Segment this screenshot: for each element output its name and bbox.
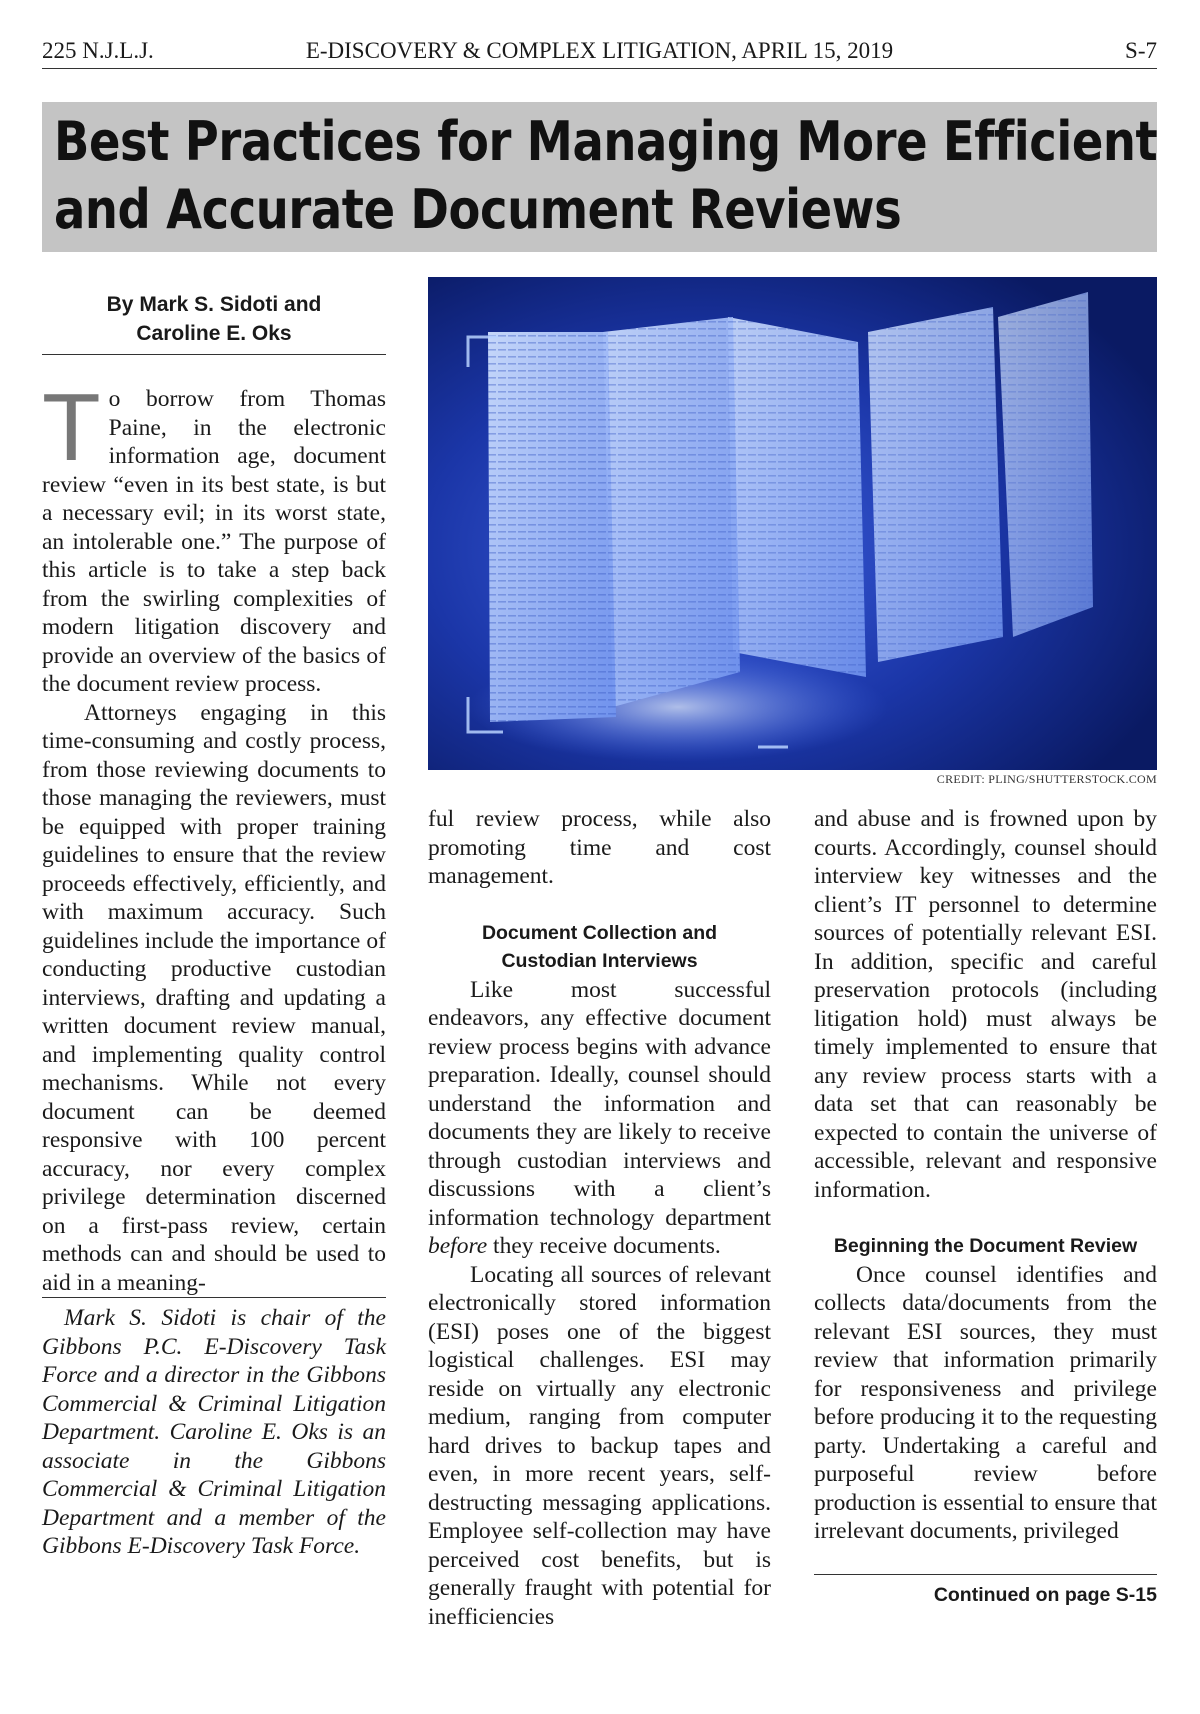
- title-line-2: and Accurate Document Reviews: [54, 178, 902, 241]
- intro-paragraph: [42, 374, 386, 699]
- endeavors-emphasis: before: [428, 1233, 488, 1259]
- article-photo: [428, 277, 1157, 770]
- subhead-line-2: Custodian Interviews: [501, 950, 698, 972]
- intro-text: o borrow from Thomas Paine, in the electronic information age, document review “even in its best state, is but a necessary evil; in its worst state, an intolerable one.” The purpose of this article is to take a step back from the swirling complexities of modern litigation discovery and provide an overview of the basics of the document review process.: [42, 386, 386, 697]
- endeavors-text-a: Like most successful endeavors, any effective document review process begins with advance preparation. Ideally, counsel should understand the information and documents they are likely to receive through custodian interviews and discussions with a client’s information technology department: [428, 976, 771, 1231]
- floating-documents-illustration: [428, 277, 1157, 770]
- byline-line-2: Caroline E. Oks: [136, 322, 292, 345]
- journal-volume: 225 N.J.L.J.: [42, 38, 154, 63]
- title-banner: [42, 102, 1157, 252]
- paragraph-attorneys: Attorneys engaging in this time-consuming and costly process, from those reviewing documents to those managing the reviewers, must be equipped with proper training guidelines to ensure that the review proceeds effectively, efficiently, and with maximum accuracy. Such guidelines include the importance of conducting productive custodian interviews, drafting and updating a written document review manual, and implementing quality control mechanisms. While not every document can be deemed responsive with 100 percent accuracy, nor every complex privilege determination discerned on a first-pass review, certain methods can and should be used to aid in a meaning-: [42, 699, 386, 1296]
- photo-credit: CREDIT: PLING/SHUTTERSTOCK.COM: [936, 772, 1157, 786]
- paragraph-once-counsel: Once counsel identifies and collects data/documents from the relevant ESI sources, they must review that information primarily for responsiveness and privilege before producing it to the requesting party. Undertaking a careful and purposeful review before production is essential to ensure that irrelevant documents, privileged: [814, 1261, 1157, 1544]
- paragraph-continuation: ful review process, while also promoting time and cost management.: [428, 806, 771, 889]
- article-title: [54, 108, 1157, 244]
- drop-cap: T: [42, 374, 101, 481]
- paragraph-abuse: and abuse and is frowned upon by courts. Accordingly, counsel should interview key witnesses and the client’s IT personnel to determine sources of potentially relevant ESI. In addition, specific and careful preservation protocols (including litigation hold) must always be timely implemented to ensure that any review process starts with a data set that can reasonably be expected to contain the universe of accessible, relevant and responsive information.: [814, 806, 1157, 1203]
- page-header: [42, 38, 1157, 69]
- author-bio: Mark S. Sidoti is chair of the Gibbons P.C. E-Discovery Task Force and a director in the Gibbons Commercial & Criminal Litigation Department. Caroline E. Oks is an associate in the Gibbons Commercial & Criminal Litigation Department and a member of the Gibbons E-Discovery Task Force.: [42, 1297, 386, 1561]
- endeavors-text-b: they receive documents.: [487, 1233, 721, 1259]
- column-3: [814, 805, 1157, 1609]
- byline-line-1: By Mark S. Sidoti and: [106, 293, 322, 316]
- column-1: [42, 290, 386, 1561]
- paragraph-locating-esi: Locating all sources of relevant electronically stored information (ESI) poses one of the biggest logistical challenges. ESI may reside on virtually any electronic medium, ranging from computer hard drives to backup tapes and even, in more recent years, self-destructing messaging applications. Employee self-collection may have perceived cost benefits, but is generally fraught with potential for inefficiencies: [428, 1261, 771, 1630]
- column-2: [428, 805, 771, 1631]
- title-line-1: Best Practices for Managing More Efficient: [54, 110, 1158, 173]
- continued-jump-line: Continued on page S-15: [814, 1574, 1157, 1610]
- subhead-beginning-review: Beginning the Document Review: [833, 1235, 1138, 1257]
- byline: [42, 290, 386, 355]
- page-number: S-7: [1125, 38, 1157, 63]
- subhead-document-collection: [428, 919, 771, 976]
- paragraph-endeavors: [428, 976, 771, 1261]
- section-date: E-DISCOVERY & COMPLEX LITIGATION, APRIL 15, 2019: [305, 38, 894, 63]
- subhead-line-1: Document Collection and: [481, 921, 718, 944]
